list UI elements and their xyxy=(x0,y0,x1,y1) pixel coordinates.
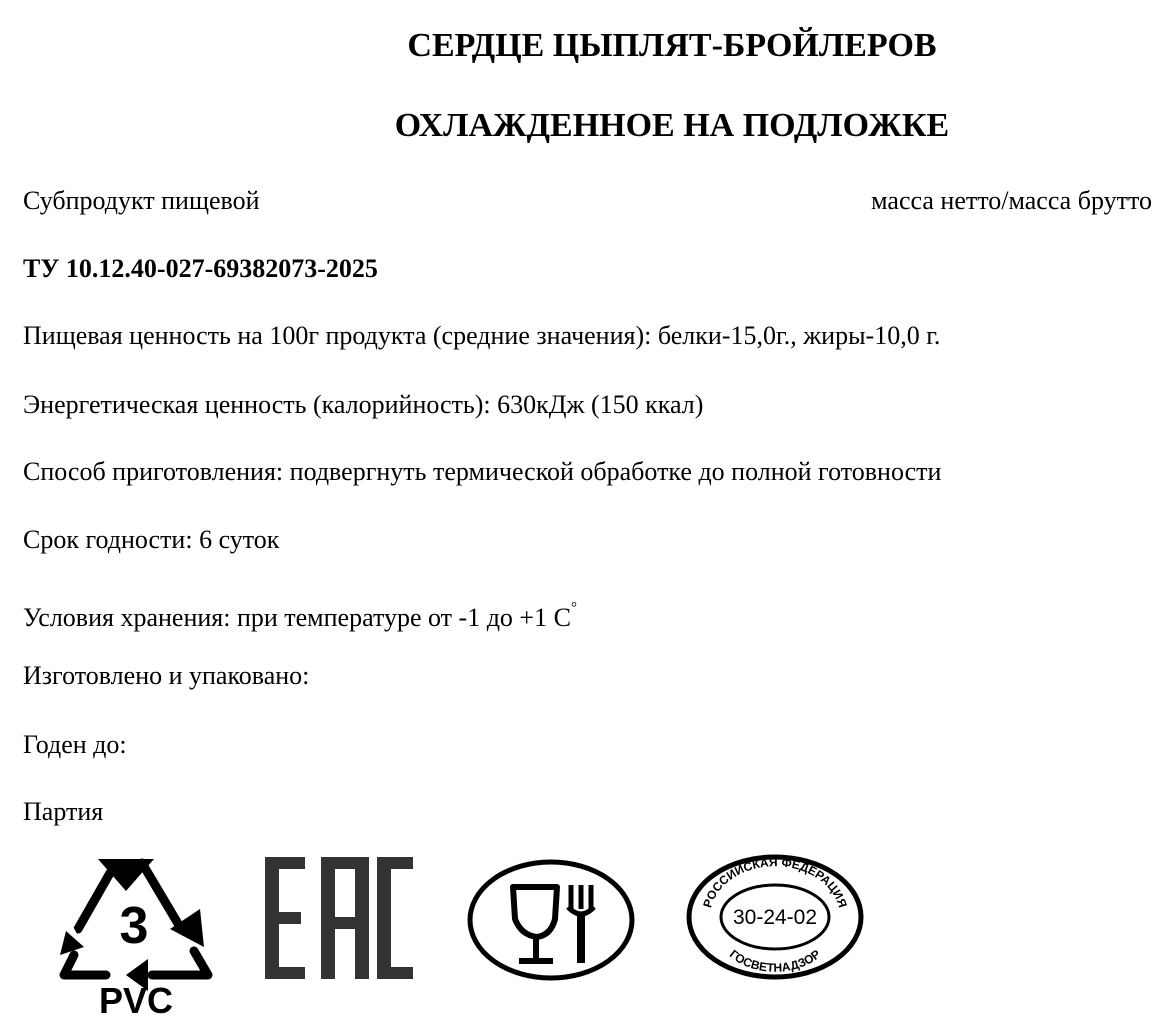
storage-text: Условия хранения: при температуре от -1 до +1 С xyxy=(23,603,571,632)
stamp-code: 30-24-02 xyxy=(732,906,818,929)
degree-symbol: ° xyxy=(570,600,577,616)
recycling-pvc-icon xyxy=(48,851,224,1019)
stamp-top-text: РОССИЙСКАЯ ФЕДЕРАЦИЯ xyxy=(700,855,850,910)
standard-code: ТУ 10.12.40-027-69382073-2025 xyxy=(23,254,378,283)
recycling-number: 3 xyxy=(119,897,149,955)
eac-mark-icon xyxy=(265,857,415,979)
shelf-life: Срок годности: 6 суток xyxy=(23,525,280,554)
best-before-label: Годен до: xyxy=(23,730,127,759)
stamp-bottom-text: ГОСВЕТНАДЗОР xyxy=(726,946,824,975)
product-title-line-1: СЕРДЦЕ ЦЫПЛЯТ-БРОЙЛЕРОВ xyxy=(407,27,937,64)
vet-stamp-icon xyxy=(684,851,866,983)
product-title-line-2: ОХЛАЖДЕННОЕ НА ПОДЛОЖКЕ xyxy=(394,107,950,144)
glass-fork-icon xyxy=(467,859,637,983)
product-category: Субпродукт пищевой xyxy=(23,186,260,215)
batch-label: Партия xyxy=(23,797,104,826)
mass-label: масса нетто/масса брутто xyxy=(871,186,1152,215)
certification-icons xyxy=(0,845,1168,1025)
made-packed-label: Изготовлено и упаковано: xyxy=(23,661,310,690)
energy-value: Энергетическая ценность (калорийность): 630кДж (150 ккал) xyxy=(23,390,704,419)
nutrition-facts: Пищевая ценность на 100г продукта (средние значения): белки-15,0г., жиры-10,0 г. xyxy=(23,321,941,350)
svg-text:РОССИЙСКАЯ ФЕДЕРАЦИЯ xyxy=(700,855,849,909)
recycling-label: PVC xyxy=(98,980,174,1019)
storage-conditions xyxy=(23,592,577,634)
preparation-method: Способ приготовления: подвергнуть термической обработке до полной готовности xyxy=(23,457,942,486)
